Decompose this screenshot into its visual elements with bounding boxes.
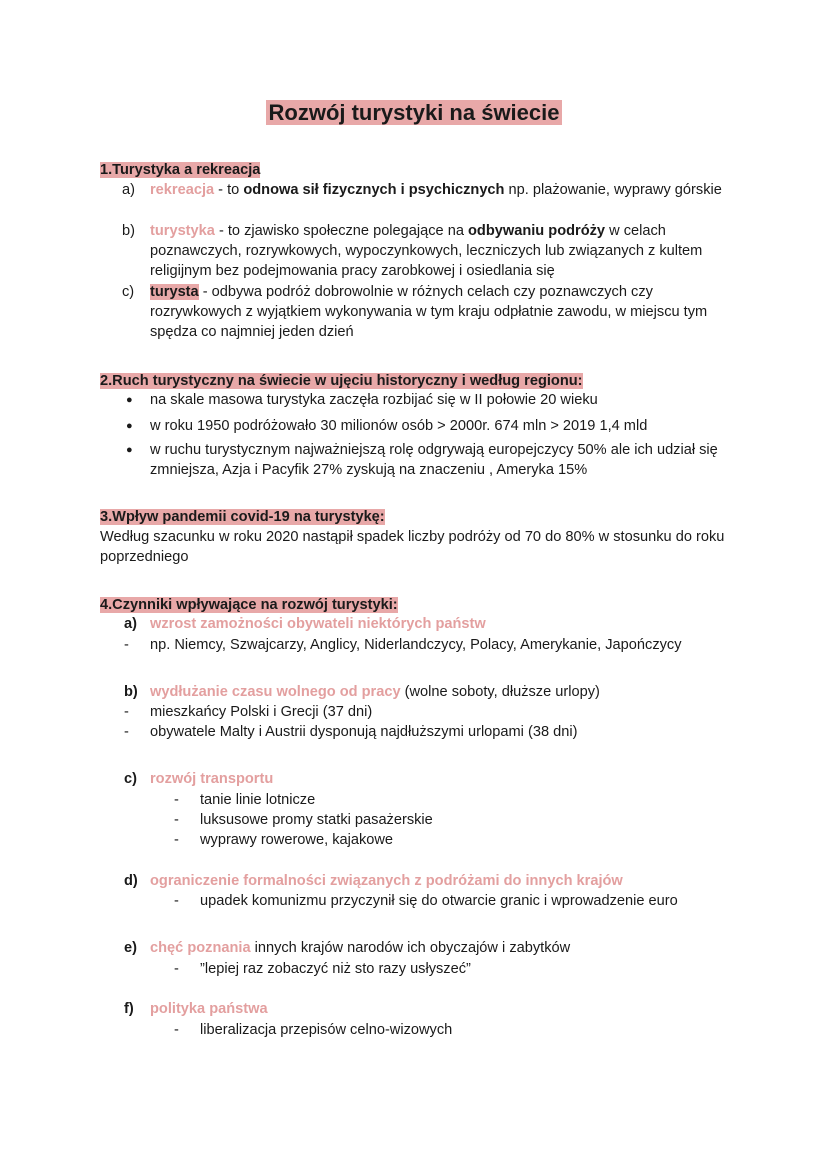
- term-transport: rozwój transportu: [150, 771, 274, 787]
- s4-item-c-marker: c): [124, 771, 137, 787]
- s1-a-part2: np. plażowanie, wyprawy górskie: [504, 182, 722, 198]
- dash-marker: -: [174, 832, 179, 848]
- section-1-heading: [100, 160, 260, 180]
- term-rekreacja: rekreacja: [150, 182, 215, 198]
- term-polityka: polityka państwa: [150, 1001, 268, 1017]
- s4-item-a-text: [150, 614, 730, 634]
- s2-bullet-3-text: w ruchu turystycznym najważniejszą rolę odgrywają europejczycy 50% ale ich udział się zmniejsza, Azja i Pacyfik 27% zyskują na znaczeniu , Ameryka 15%: [150, 442, 718, 478]
- s4-item-e-text: [150, 938, 730, 958]
- dash-marker: -: [124, 704, 129, 720]
- section-3-heading-text: 3.Wpływ pandemii covid-19 na turystykę:: [100, 509, 385, 525]
- dash-marker: -: [124, 637, 129, 653]
- s4-item-d-text: [150, 871, 730, 891]
- s2-bullet-2-text: w roku 1950 podróżowało 30 milionów osób > 2000r. 674 mln > 2019 1,4 mld: [150, 418, 648, 434]
- term-ograniczenie: ograniczenie formalności związanych z podróżami do innych krajów: [150, 873, 623, 889]
- section-1-heading-text: 1.Turystyka a rekreacja: [100, 162, 261, 178]
- s4-e-rest: innych krajów narodów ich obyczajów i zabytków: [250, 940, 571, 956]
- term-wydluzanie: wydłużanie czasu wolnego od pracy: [150, 684, 401, 700]
- term-turysta: turysta: [150, 284, 199, 300]
- s4-item-a-marker: a): [124, 616, 137, 632]
- s1-item-b-text: [150, 221, 730, 281]
- s4-c-dash-1-text: tanie linie lotnicze: [200, 792, 316, 808]
- s1-item-a-marker: a): [122, 182, 135, 198]
- dash-marker: -: [174, 812, 179, 828]
- s4-b-rest: (wolne soboty, dłuższe urlopy): [400, 684, 600, 700]
- s1-a-part1: - to: [214, 182, 244, 198]
- s1-c-part1: - odbywa podróż dobrowolnie w różnych celach czy poznawczych czy rozrywkowych z wyjątkiem wykonywania w tym kraju odpłatnie zawodu, w miejscu tym spędza co najmniej jeden dzień: [150, 284, 708, 340]
- bullet-icon: ●: [126, 444, 133, 456]
- section-2-heading: [100, 371, 583, 391]
- s4-d-dash-1-text: upadek komunizmu przyczynił się do otwarcie granic i wprowadzenie euro: [200, 893, 678, 909]
- s2-bullet-1-text: na skale masowa turystyka zaczęła rozbijać się w II połowie 20 wieku: [150, 392, 598, 408]
- s4-item-c-text: [150, 769, 730, 789]
- page-title: Rozwój turystyki na świecie: [266, 100, 563, 125]
- s1-b-part2: w celach poznawczych, rozrywkowych, wypoczynkowych, leczniczych lub związanych z kultem religijnym bez podejmowania pracy zarobkowej i osiedlania się: [150, 223, 703, 279]
- s4-b-dash-2-text: obywatele Malty i Austrii dysponują najdłuższymi urlopami (38 dni): [150, 724, 578, 740]
- s4-item-d-marker: d): [124, 873, 138, 889]
- s1-item-c-text: [150, 282, 730, 342]
- dash-marker: -: [124, 724, 129, 740]
- dash-marker: -: [174, 893, 179, 909]
- s4-item-b-marker: b): [124, 684, 138, 700]
- s4-item-e-marker: e): [124, 940, 137, 956]
- dash-marker: -: [174, 1022, 179, 1038]
- term-chec-poznania: chęć poznania: [150, 940, 251, 956]
- s4-item-b-text: [150, 682, 730, 702]
- s4-item-f-marker: f): [124, 1001, 134, 1017]
- s1-a-bold: odnowa sił fizycznych i psychicznych: [243, 182, 505, 198]
- s4-c-dash-2-text: luksusowe promy statki pasażerskie: [200, 812, 433, 828]
- s4-a-dash-1-text: np. Niemcy, Szwajcarzy, Anglicy, Niderlandczycy, Polacy, Amerykanie, Japończycy: [150, 637, 682, 653]
- term-turystyka: turystyka: [150, 223, 215, 239]
- s1-b-bold: odbywaniu podróży: [468, 223, 606, 239]
- s4-c-dash-3-text: wyprawy rowerowe, kajakowe: [200, 832, 394, 848]
- dash-marker: -: [174, 961, 179, 977]
- bullet-icon: ●: [126, 420, 133, 432]
- s4-item-f-text: [150, 999, 730, 1019]
- section-4-heading: [100, 595, 398, 615]
- term-wzrost: wzrost zamożności obywateli niektórych państw: [150, 616, 486, 632]
- s1-item-c-marker: c): [122, 284, 135, 300]
- s4-f-dash-1-text: liberalizacja przepisów celno-wizowych: [200, 1022, 453, 1038]
- bullet-icon: ●: [126, 394, 133, 406]
- section-3-heading: [100, 507, 385, 527]
- section-2-heading-text: 2.Ruch turystyczny na świecie w ujęciu historyczny i według regionu:: [100, 373, 583, 389]
- s1-b-part1: - to zjawisko społeczne polegające na: [214, 223, 469, 239]
- title-block: [0, 98, 828, 128]
- s3-paragraph: Według szacunku w roku 2020 nastąpił spadek liczby podróży od 70 do 80% w stosunku do roku poprzedniego: [100, 529, 725, 565]
- section-4-heading-text: 4.Czynniki wpływające na rozwój turystyki:: [100, 597, 398, 613]
- s1-item-a-text: [150, 180, 730, 200]
- dash-marker: -: [174, 792, 179, 808]
- s1-item-b-marker: b): [122, 223, 135, 239]
- s4-e-dash-1-text: ”lepiej raz zobaczyć niż sto razy usłyszeć”: [200, 961, 471, 977]
- s4-b-dash-1-text: mieszkańcy Polski i Grecji (37 dni): [150, 704, 373, 720]
